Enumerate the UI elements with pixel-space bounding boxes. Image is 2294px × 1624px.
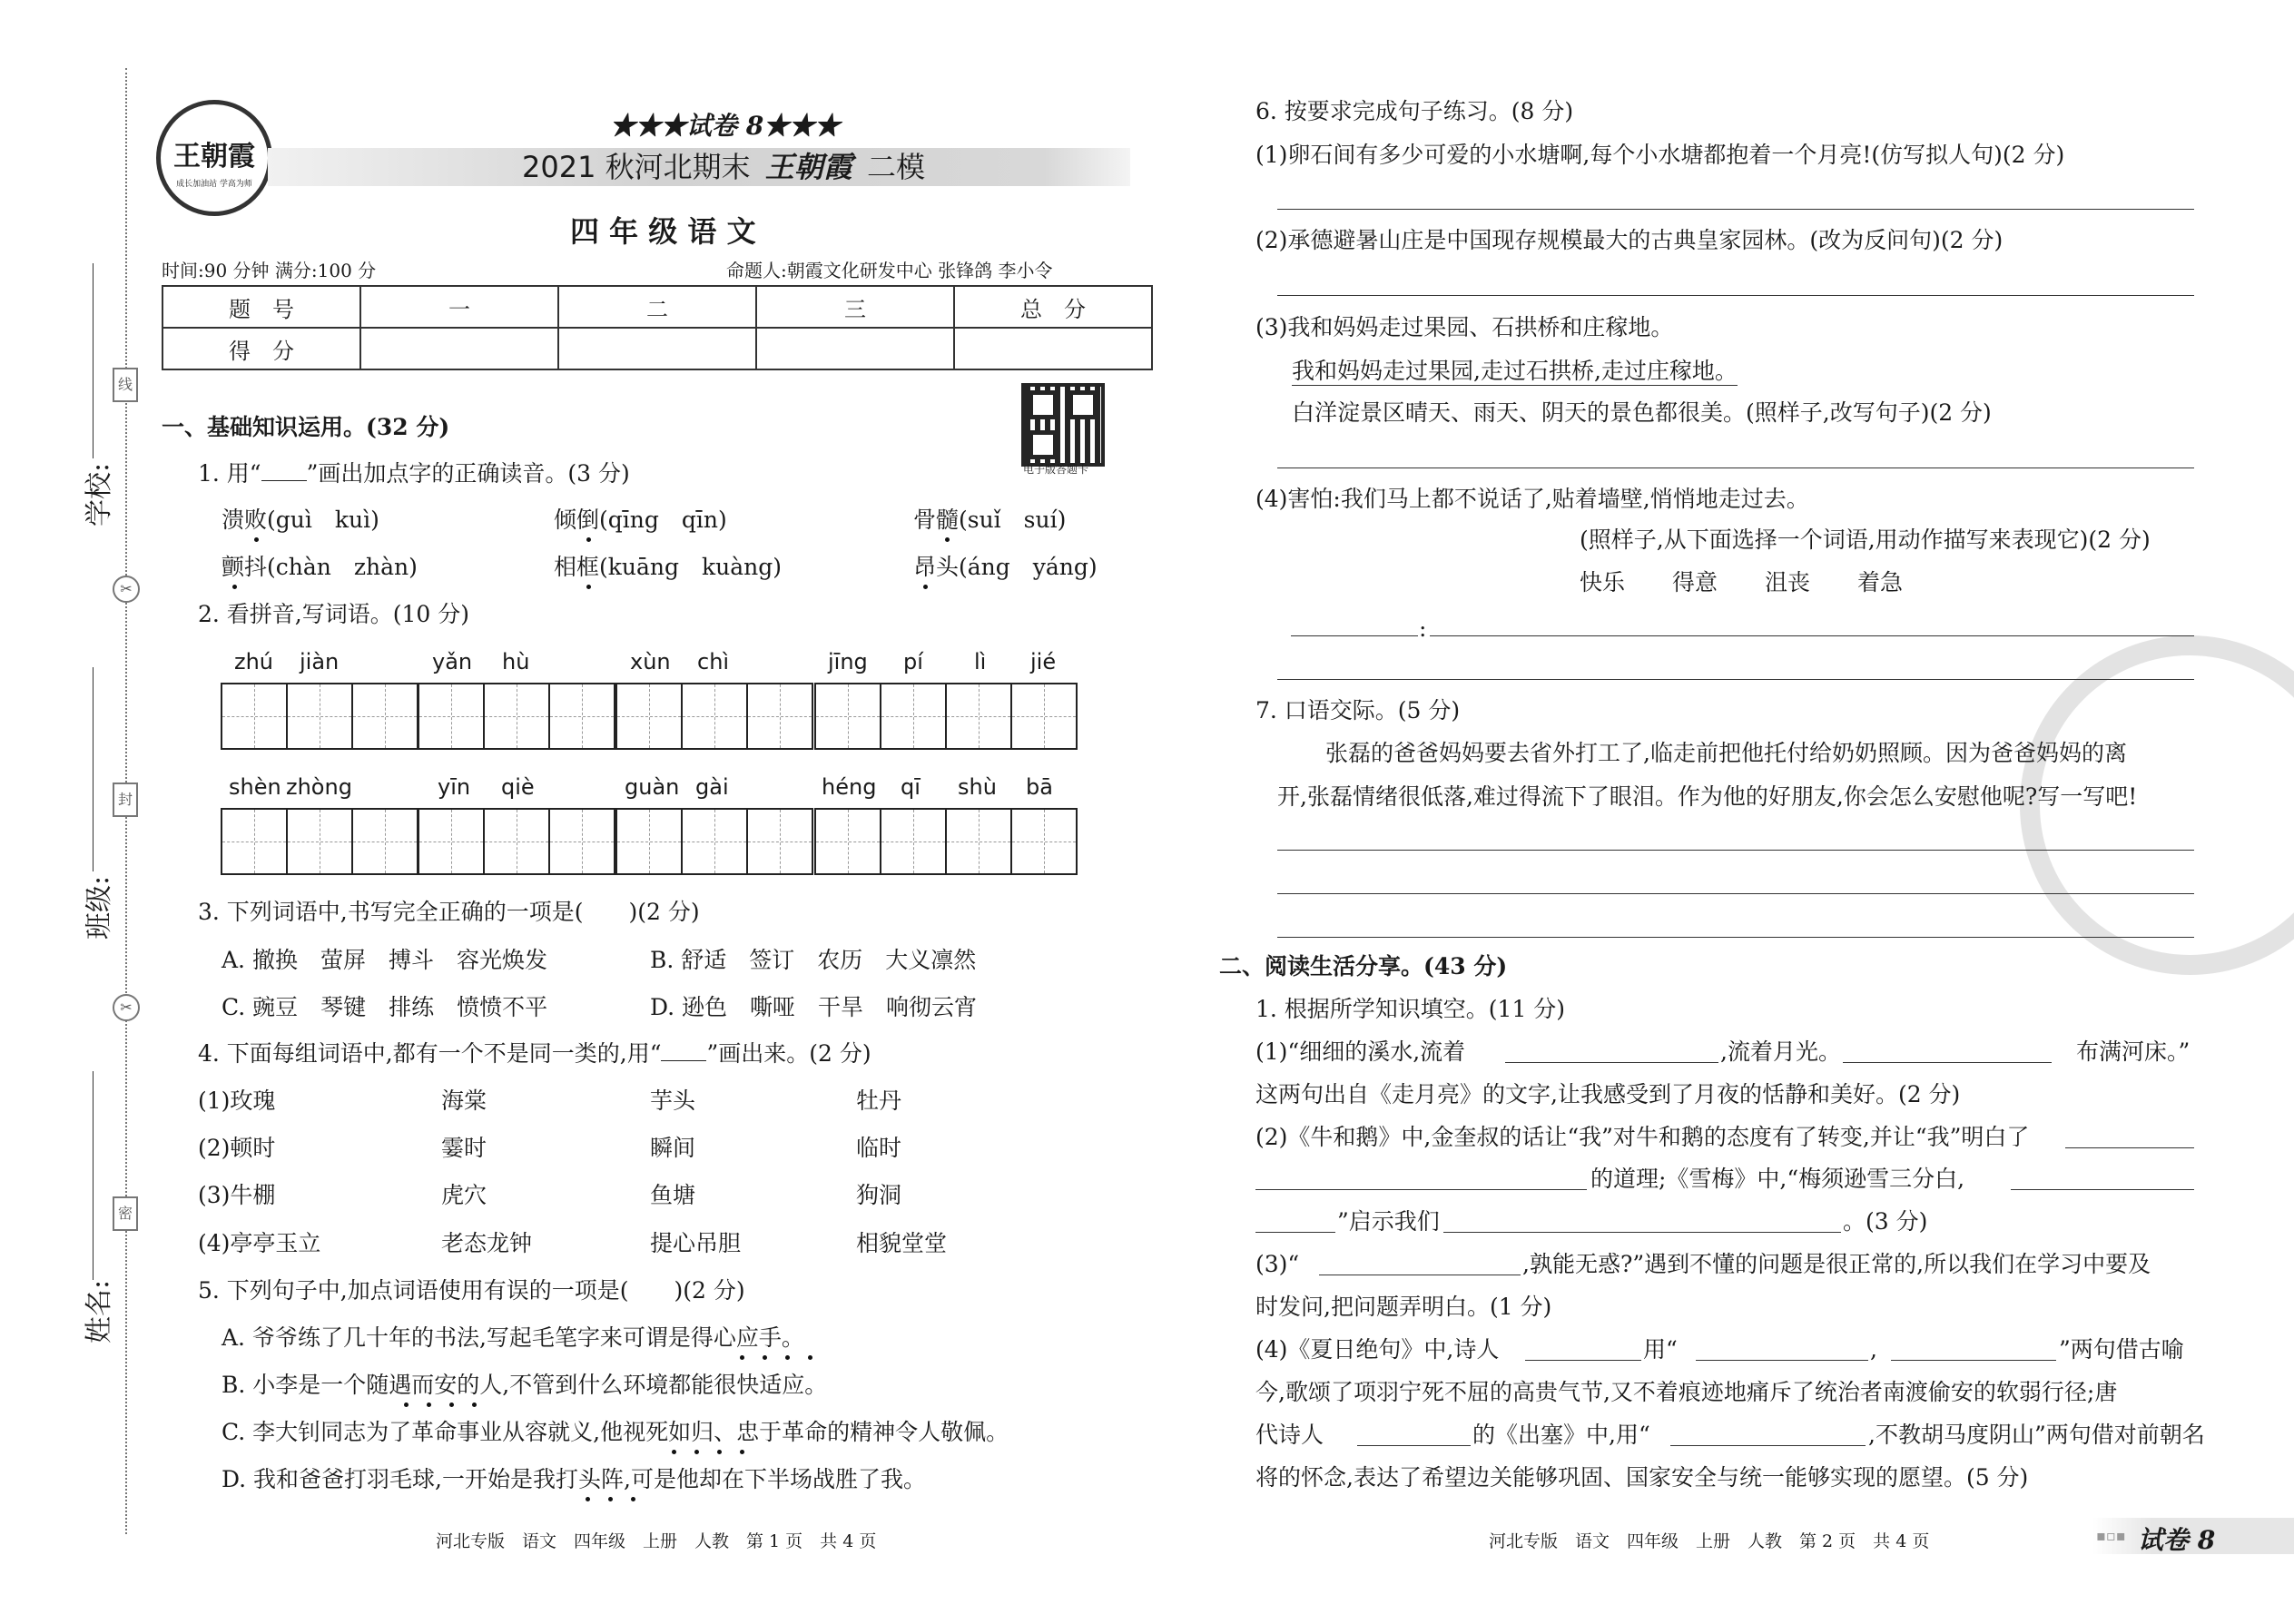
s2-fill-text: ”两句借古喻 xyxy=(2059,1336,2184,1363)
q4-word[interactable]: 临时 xyxy=(856,1135,902,1161)
q1-stem: 1. 用“ ”画出加点字的正确读音。(3 分) xyxy=(198,460,630,487)
pinyin: pí xyxy=(903,649,923,674)
cut-mark-feng: 封 xyxy=(113,782,138,817)
emphasis-dot xyxy=(923,585,928,589)
fill-blank[interactable] xyxy=(1255,1232,1335,1233)
name-label: 姓名: xyxy=(84,1279,115,1343)
emphasis-dot xyxy=(808,1355,812,1360)
q1-item[interactable]: 颤抖(chàn zhàn) xyxy=(222,554,418,580)
s2-q1-stem: 1. 根据所学知识填空。(11 分) xyxy=(1255,996,1566,1022)
s2-fill-text: 这两句出自《走月亮》的文字,让我感受到了月夜的恬静和美好。(2 分) xyxy=(1255,1081,1961,1107)
footer-left: 河北专版 语文 四年级 上册 人教 第 1 页 共 4 页 xyxy=(436,1531,877,1551)
score-table-cell: 总 分 xyxy=(954,286,1152,328)
s2-fill-text: 的《出塞》中,用“ xyxy=(1472,1422,1650,1448)
q4-word[interactable]: 鱼塘 xyxy=(650,1182,696,1208)
fill-blank[interactable] xyxy=(1696,1360,1868,1361)
emphasis-dot xyxy=(740,1355,744,1360)
section-1-title: 一、基础知识运用。(32 分) xyxy=(162,414,450,440)
q5-option-a[interactable]: A. 爷爷练了几十年的书法,写起毛笔字来可谓是得心应手。 xyxy=(222,1324,804,1351)
emphasis-dot xyxy=(232,585,237,589)
fill-blank[interactable] xyxy=(1891,1360,2056,1361)
q6-part4-example: (4)害怕:我们马上都不说话了,贴着墙壁,悄悄地走过去。 xyxy=(1255,486,1809,512)
q6-part3-task: 白洋淀景区晴天、雨天、阴天的景色都很美。(照样子,改写句子)(2 分) xyxy=(1292,399,1992,426)
pinyin: guàn xyxy=(625,774,680,800)
q4-word[interactable]: 虎穴 xyxy=(441,1182,487,1208)
writing-grid[interactable] xyxy=(615,683,813,750)
qr-code-icon[interactable] xyxy=(1021,383,1105,467)
answer-word-line[interactable] xyxy=(1291,635,1418,636)
emphasis-dot xyxy=(717,1450,722,1454)
s2-fill-text: 代诗人 xyxy=(1255,1422,1324,1448)
q3-stem: 3. 下列词语中,书写完全正确的一项是( )(2 分) xyxy=(198,899,700,925)
footer-badge xyxy=(2092,1518,2294,1554)
pinyin: yǎn xyxy=(432,649,473,674)
q4-word[interactable]: 海棠 xyxy=(441,1088,487,1114)
pinyin: hù xyxy=(502,649,530,674)
emphasis-dot xyxy=(763,1355,767,1360)
q6-part1: (1)卵石间有多少可爱的小水塘啊,每个小水塘都抱着一个月亮!(仿写拟人句)(2 分) xyxy=(1255,142,2065,168)
q6-part4-task: (照样子,从下面选择一个词语,用动作描写来表现它)(2 分) xyxy=(1580,527,2151,553)
class-line[interactable] xyxy=(93,667,94,871)
q6-part3-example: 我和妈妈走过果园,走过石拱桥,走过庄稼地。 xyxy=(1292,358,1738,384)
q6-word-option[interactable]: 快乐 xyxy=(1580,569,1626,595)
paper-label: ★★★试卷 8★★★ xyxy=(610,111,841,141)
fill-blank[interactable] xyxy=(2065,1147,2194,1148)
q4-word[interactable]: (4)亭亭玉立 xyxy=(198,1230,321,1256)
s2-fill-text: 用“ xyxy=(1643,1336,1678,1363)
emphasis-dot xyxy=(472,1403,477,1407)
q7-text: 开,张磊情绪很低落,难过得流下了眼泪。作为他的好朋友,你会怎么安慰他呢?写一写吧! xyxy=(1277,783,2138,810)
q3-option-b[interactable]: B. 舒适 签订 农历 大义凛然 xyxy=(650,947,977,973)
score-input-2[interactable] xyxy=(558,328,756,369)
pinyin: lì xyxy=(974,649,987,674)
q4-word[interactable]: (3)牛棚 xyxy=(198,1182,276,1208)
writing-grid[interactable] xyxy=(418,683,615,750)
s2-fill-text: 。(3 分) xyxy=(1843,1208,1928,1235)
score-table-cell: 一 xyxy=(360,286,558,328)
writing-grid[interactable] xyxy=(814,683,1078,750)
emphasis-dot xyxy=(631,1497,635,1501)
fill-blank[interactable] xyxy=(1505,1062,1718,1063)
score-table-cell: 二 xyxy=(558,286,756,328)
q1-item[interactable]: 昂头(áng yáng) xyxy=(913,554,1098,580)
q6-part3-original: (3)我和妈妈走过果园、石拱桥和庄稼地。 xyxy=(1255,314,1674,340)
emphasis-dot xyxy=(254,537,259,542)
s2-fill-text: (2)《牛和鹅》中,金奎叔的话让“我”对牛和鹅的态度有了转变,并让“我”明白了 xyxy=(1255,1124,2030,1150)
qr-caption: 电子版答题卡 xyxy=(1023,463,1089,476)
q4-word[interactable]: 霎时 xyxy=(441,1135,487,1161)
pinyin: héng xyxy=(822,774,877,800)
name-line[interactable] xyxy=(93,1071,94,1280)
q4-word[interactable]: 老态龙钟 xyxy=(441,1230,533,1256)
pinyin: gài xyxy=(695,774,729,800)
school-label: 学校: xyxy=(84,462,115,527)
q4-word[interactable]: (2)顿时 xyxy=(198,1135,276,1161)
q4-word[interactable]: 狗洞 xyxy=(856,1182,902,1208)
brand-logo xyxy=(156,100,272,216)
s2-fill-text: (1)“细细的溪水,流着 xyxy=(1255,1038,1466,1065)
answer-line[interactable] xyxy=(1277,679,2194,680)
exam-suffix: 二模 xyxy=(866,150,925,184)
logo-text: 王朝霞 xyxy=(173,141,255,172)
score-input-3[interactable] xyxy=(756,328,954,369)
emphasis-dot xyxy=(586,585,591,589)
q3-option-c[interactable]: C. 豌豆 琴键 排练 愤愤不平 xyxy=(222,994,548,1020)
s2-fill-text: 今,歌颂了项羽宁死不屈的高贵气节,又不着痕迹地痛斥了统治者南渡偷安的软弱行径;唐 xyxy=(1255,1379,2118,1405)
q4-word[interactable]: 芋头 xyxy=(650,1088,696,1114)
answer-line[interactable] xyxy=(1277,295,2194,296)
q1-item[interactable]: 倾倒(qīng qīn) xyxy=(554,507,727,533)
emphasis-dot xyxy=(427,1403,431,1407)
emphasis-dot xyxy=(785,1355,790,1360)
score-table-cell: 得 分 xyxy=(162,328,360,369)
writing-grid[interactable] xyxy=(418,808,615,875)
score-table-header-row xyxy=(162,286,1152,328)
score-table-cell: 题 号 xyxy=(162,286,360,328)
pinyin: qiè xyxy=(501,774,535,800)
logo-subtext: 成长加油站 学高为师 xyxy=(176,180,252,189)
s2-fill-text: ”启示我们 xyxy=(1337,1208,1440,1235)
answer-line[interactable] xyxy=(1277,850,2194,851)
score-table-score-row xyxy=(162,328,1152,369)
answer-line[interactable] xyxy=(1277,893,2194,894)
s2-fill-text: ,孰能无惑?”遇到不懂的问题是很正常的,所以我们在学习中要及 xyxy=(1522,1251,2151,1277)
pinyin: xùn xyxy=(630,649,671,674)
q1-item[interactable]: 溃败(guì kuì) xyxy=(222,507,379,533)
q4-word[interactable]: 牡丹 xyxy=(856,1088,902,1114)
q1-item[interactable]: 相框(kuāng kuàng) xyxy=(554,554,783,580)
s2-fill-text: (3)“ xyxy=(1255,1251,1300,1277)
q5-stem: 5. 下列句子中,加点词语使用有误的一项是( )(2 分) xyxy=(198,1277,745,1304)
writing-grid[interactable] xyxy=(615,808,813,875)
section-2-title: 二、阅读生活分享。(43 分) xyxy=(1219,953,1508,979)
s2-fill-text: (4)《夏日绝句》中,诗人 xyxy=(1255,1336,1500,1363)
s2-fill-text: 将的怀念,表达了希望边关能够巩固、国家安全与统一能够实现的愿望。(5 分) xyxy=(1255,1464,2029,1491)
pinyin: jié xyxy=(1030,649,1057,674)
cut-mark-mi: 密 xyxy=(113,1196,138,1231)
exam-brand: 王朝霞 xyxy=(764,150,852,184)
emphasis-dot xyxy=(404,1403,409,1407)
q6-word-option[interactable]: 着急 xyxy=(1857,569,1904,595)
emphasis-dot xyxy=(608,1497,613,1501)
pinyin: qī xyxy=(901,774,921,800)
s2-fill-text: ,不教胡马度阴山”两句借对前朝名 xyxy=(1868,1422,2205,1448)
fill-blank[interactable] xyxy=(1670,1445,1866,1446)
q7-stem: 7. 口语交际。(5 分) xyxy=(1255,697,1461,723)
s2-fill-text: 布满河床。” xyxy=(2076,1038,2191,1065)
time-info: 时间:90 分钟 满分:100 分 xyxy=(162,260,377,281)
writing-grid[interactable] xyxy=(221,808,418,875)
q3-option-a[interactable]: A. 撤换 萤屏 搏斗 容光焕发 xyxy=(222,947,547,973)
score-table-cell: 三 xyxy=(756,286,954,328)
fill-blank[interactable] xyxy=(2011,1189,2194,1190)
fill-blank[interactable] xyxy=(1357,1445,1471,1446)
pinyin: shù xyxy=(958,774,997,800)
school-line[interactable] xyxy=(93,263,94,458)
class-label: 班级: xyxy=(84,875,115,940)
subject-title: 四 年 级 语 文 xyxy=(570,214,756,249)
q5-option-c[interactable]: C. 李大钊同志为了革命事业从容就义,他视死如归、忠于革命的精神令人敬佩。 xyxy=(222,1419,1009,1445)
pinyin: bā xyxy=(1026,774,1053,800)
q4-stem: 4. 下面每组词语中,都有一个不是同一类的,用“ ”画出来。(2 分) xyxy=(198,1040,871,1067)
writing-grid[interactable] xyxy=(221,683,418,750)
q6-part2: (2)承德避暑山庄是中国现存规模最大的古典皇家园林。(改为反问句)(2 分) xyxy=(1255,227,2004,253)
emphasis-dot xyxy=(449,1403,454,1407)
badge-squares-icon: ▪▫▪ xyxy=(2096,1527,2126,1544)
fill-blank[interactable] xyxy=(1255,1189,1587,1190)
score-input-total[interactable] xyxy=(954,328,1152,369)
s2-fill-text: 时发问,把问题弄明白。(1 分) xyxy=(1255,1294,1552,1320)
score-table xyxy=(162,285,1153,370)
score-input-1[interactable] xyxy=(360,328,558,369)
authors: 命题人:朝霞文化研发中心 张锋鸽 李小令 xyxy=(726,260,1053,281)
emphasis-dot xyxy=(694,1450,699,1454)
answer-line[interactable] xyxy=(1430,635,2194,636)
q4-word[interactable]: 相貌堂堂 xyxy=(856,1230,948,1256)
emphasis-dot xyxy=(586,1497,590,1501)
q4-word[interactable]: (1)玫瑰 xyxy=(198,1088,276,1114)
q4-word[interactable]: 瞬间 xyxy=(650,1135,696,1161)
s2-fill-text: , xyxy=(1870,1336,1877,1363)
q5-option-b[interactable]: B. 小李是一个随遇而安的人,不管到什么环境都能很快适应。 xyxy=(222,1372,828,1398)
scissors-icon: ✂ xyxy=(113,576,140,603)
q2-stem: 2. 看拼音,写词语。(10 分) xyxy=(198,601,470,627)
emphasis-dot xyxy=(945,537,950,542)
fill-blank[interactable] xyxy=(1843,1062,2052,1063)
fill-blank[interactable] xyxy=(1443,1232,1841,1233)
footer-right: 河北专版 语文 四年级 上册 人教 第 2 页 共 4 页 xyxy=(1489,1531,1930,1551)
q5-option-d[interactable]: D. 我和爸爸打羽毛球,一开始是我打头阵,可是他却在下半场战胜了我。 xyxy=(222,1466,926,1492)
pinyin: zhòng xyxy=(286,774,352,800)
q4-word[interactable]: 提心吊胆 xyxy=(650,1230,742,1256)
pinyin: jīng xyxy=(828,649,868,674)
emphasis-dot xyxy=(672,1450,676,1454)
cut-mark-xian: 线 xyxy=(113,368,138,402)
q3-option-d[interactable]: D. 逊色 嘶哑 干旱 响彻云宵 xyxy=(650,994,978,1020)
fill-blank[interactable] xyxy=(1525,1360,1641,1361)
q6-word-option[interactable]: 得意 xyxy=(1672,569,1718,595)
badge-text: 试卷 8 xyxy=(2138,1525,2216,1555)
q7-text: 张磊的爸爸妈妈要去省外打工了,临走前把他托付给奶奶照顾。因为爸爸妈妈的离 xyxy=(1325,740,2127,766)
pinyin: jiàn xyxy=(300,649,340,674)
s2-fill-text: 的道理;《雪梅》中,“梅须逊雪三分白, xyxy=(1590,1166,1965,1192)
pinyin: shèn xyxy=(229,774,281,800)
exam-title xyxy=(522,149,925,185)
colon: : xyxy=(1419,615,1427,642)
writing-grid[interactable] xyxy=(814,808,1078,875)
q6-stem: 6. 按要求完成句子练习。(8 分) xyxy=(1255,98,1574,124)
pinyin: yīn xyxy=(438,774,471,800)
exam-title-text: 2021 秋河北期末 xyxy=(522,150,751,184)
q1-item[interactable]: 骨髓(suǐ suí) xyxy=(913,507,1067,533)
s2-fill-text: ,流着月光。 xyxy=(1720,1038,1841,1065)
answer-line[interactable] xyxy=(1277,209,2194,210)
pinyin: zhú xyxy=(234,649,274,674)
answer-line[interactable] xyxy=(1277,937,2194,938)
emphasis-dot xyxy=(740,1450,744,1454)
emphasis-dot xyxy=(586,537,591,542)
scissors-icon: ✂ xyxy=(113,994,140,1021)
q6-word-option[interactable]: 沮丧 xyxy=(1765,569,1811,595)
pinyin: chì xyxy=(697,649,730,674)
